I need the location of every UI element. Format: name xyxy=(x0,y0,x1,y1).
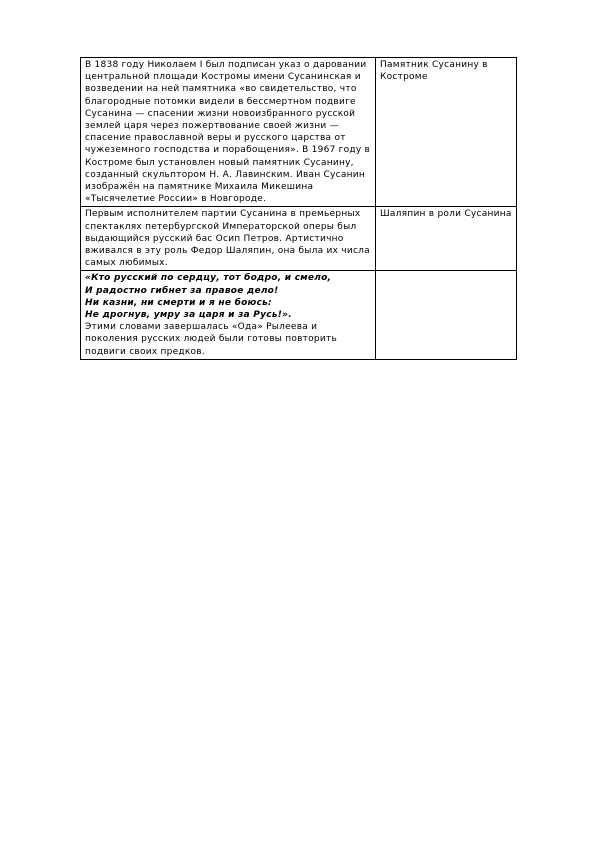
content-table xyxy=(80,57,517,360)
table-row xyxy=(81,207,517,271)
poem-line: И радостно гибнет за правое дело! xyxy=(85,285,279,296)
caption-text: Шаляпин в роли Сусанина xyxy=(380,209,512,220)
row-caption-cell xyxy=(376,58,517,207)
row-text-cell xyxy=(81,58,376,207)
poem-line: Ни казни, ни смерти и я не боюсь: xyxy=(85,297,272,308)
caption-text: Памятник Сусанину в Костроме xyxy=(380,60,488,83)
paragraph-text: Первым исполнителем партии Сусанина в премьерных спектаклях петербургской Императорской оперы был выдающийся русский бас Осип Петров. Артистично вживался в эту роль Федор Шаляпин, она была их числа самых любимых. xyxy=(85,209,370,269)
poem-line: «Кто русский по сердцу, тот бодро, и смело, xyxy=(85,273,332,284)
row-caption-cell xyxy=(376,207,517,271)
row-caption-cell xyxy=(376,271,517,359)
table-row xyxy=(81,271,517,359)
poem-line: Не дрогнув, умру за царя и за Русь!». xyxy=(85,310,292,321)
row-text-cell xyxy=(81,207,376,271)
row-text-cell xyxy=(81,271,376,359)
paragraph-text: Этими словами завершалась «Ода» Рылеева и поколения русских людей были готовы повторить подвиги своих предков. xyxy=(85,322,338,357)
table-row xyxy=(81,58,517,207)
paragraph-text: В 1838 году Николаем I был подписан указ о даровании центральной площади Костромы имени Сусанинская и возведении на ней памятника «во свидетельство, что благородные потомки видели в бессмертном подвиге Сусанина — спасении жизни новоизбранного русской землей царя через пожертвование своей жизни — спасение православной веры и русского царства от чужеземного господства и порабощения». В 1967 году в Костроме был установлен новый памятник Сусанину, созданный скульптором Н. А. Лавинским. Иван Сусанин изображён на памятнике Михаила Микешина «Тысячелетие России» в Новгороде. xyxy=(85,60,371,205)
